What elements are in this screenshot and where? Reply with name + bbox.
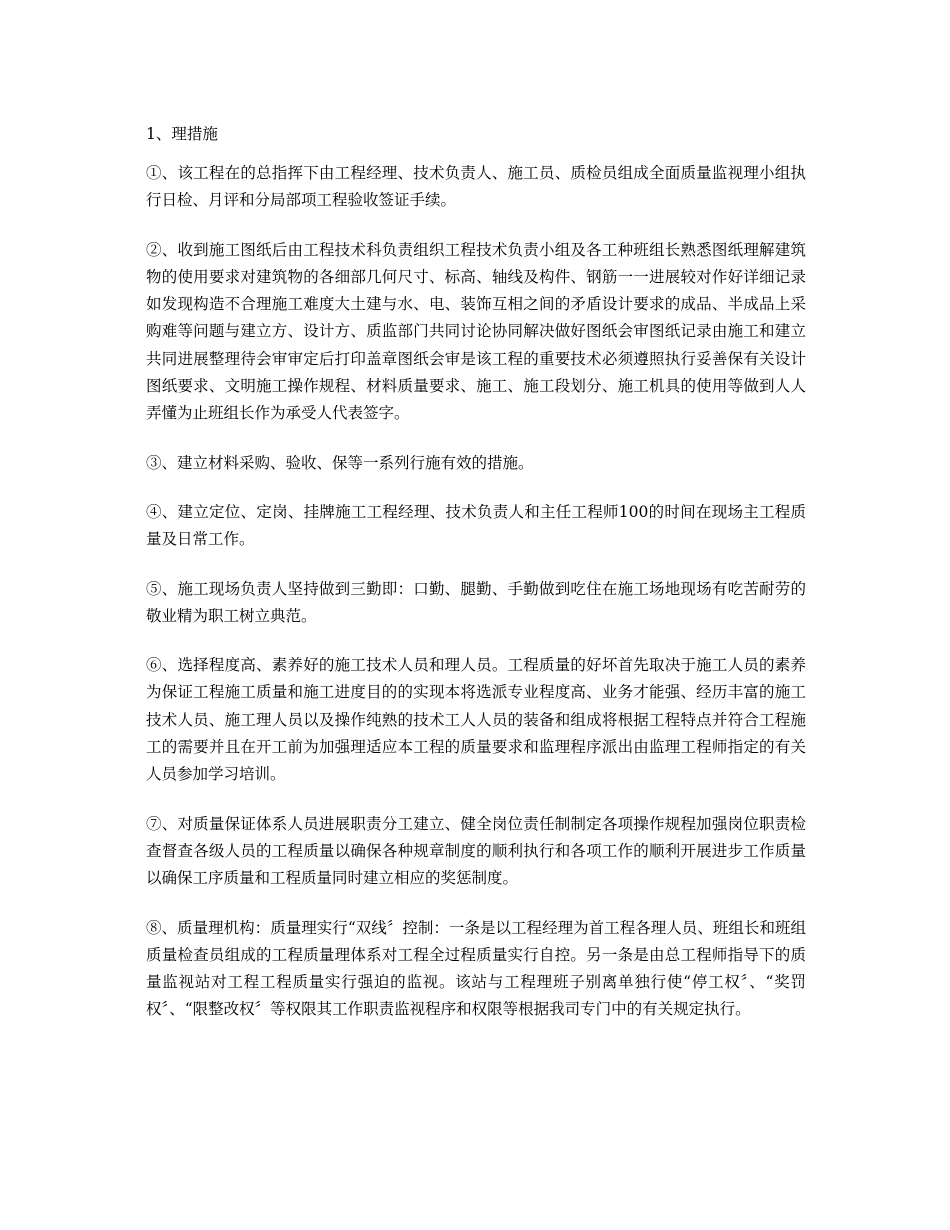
paragraph-2: ②、收到施工图纸后由工程技术科负责组织工程技术负责小组及各工种班组长熟悉图纸理解建筑物的使用要求对建筑物的各细部几何尺寸、标高、轴线及构件、钢筋一一进展较对作好详细记录如发现构造不合理施工难度大土建与水、电、装饰互相之间的矛盾设计要求的成品、半成品上采购难等问题与建立方、设计方、质监部门共同讨论协同解决做好图纸会审图纸记录由施工和建立共同进展整理待会审审定后打印盖章图纸会审是该工程的重要技术必须遵照执行妥善保有关设计图纸要求、文明施工操作规程、材料质量要求、施工、施工段划分、施工机具的使用等做到人人弄懂为止班组长作为承受人代表签字。 bbox=[146, 240, 806, 423]
paragraph-4: ④、建立定位、定岗、挂牌施工工程经理、技术负责人和主任工程师100的时间在现场主工程质量及日常工作。 bbox=[146, 502, 806, 549]
paragraph-6: ⑥、选择程度高、素养好的施工技术人员和理人员。工程质量的好坏首先取决于施工人员的素养为保证工程施工质量和施工进度目的的实现本将选派专业程度高、业务才能强、经历丰富的施工技术人员、施工理人员以及操作纯熟的技术工人人员的装备和组成将根据工程特点并符合工程施工的需要并且在开工前为加强理适应本工程的质量要求和监理程序派出由监理工程师指定的有关人员参加学习培训。 bbox=[146, 656, 806, 784]
paragraph-3: ③、建立材料采购、验收、保等一系列行施有效的措施。 bbox=[146, 453, 534, 472]
paragraph-7: ⑦、对质量保证体系人员进展职责分工建立、健全岗位责任制制定各项操作规程加强岗位职责检查督查各级人员的工程质量以确保各种规章制度的顺利执行和各项工作的顺利开展进步工作质量以确保工序质量和工程质量同时建立相应的奖惩制度。 bbox=[146, 814, 806, 888]
document-body bbox=[146, 119, 806, 1046]
section-heading: 1、理措施 bbox=[146, 125, 218, 143]
paragraph-1: ①、该工程在的总指挥下由工程经理、技术负责人、施工员、质检员组成全面质量监视理小组执行日检、月评和分局部项工程验收签证手续。 bbox=[146, 164, 806, 210]
paragraph-8: ⑧、质量理机构：质量理实行“双线〞控制：一条是以工程经理为首工程各理人员、班组长和班组质量检查员组成的工程质量理体系对工程全过程质量实行自控。另一条是由总工程师指导下的质量监视站对工程工程质量实行强迫的监视。该站与工程理班子别离单独行使“停工权〞、“奖罚权〞、“限整改权〞等权限其工作职责监视程序和权限等根据我司专门中的有关规定执行。 bbox=[146, 918, 806, 1019]
paragraph-5: ⑤、施工现场负责人坚持做到三勤即：口勤、腿勤、手勤做到吃住在施工场地现场有吃苦耐劳的敬业精为职工树立典范。 bbox=[146, 579, 806, 625]
